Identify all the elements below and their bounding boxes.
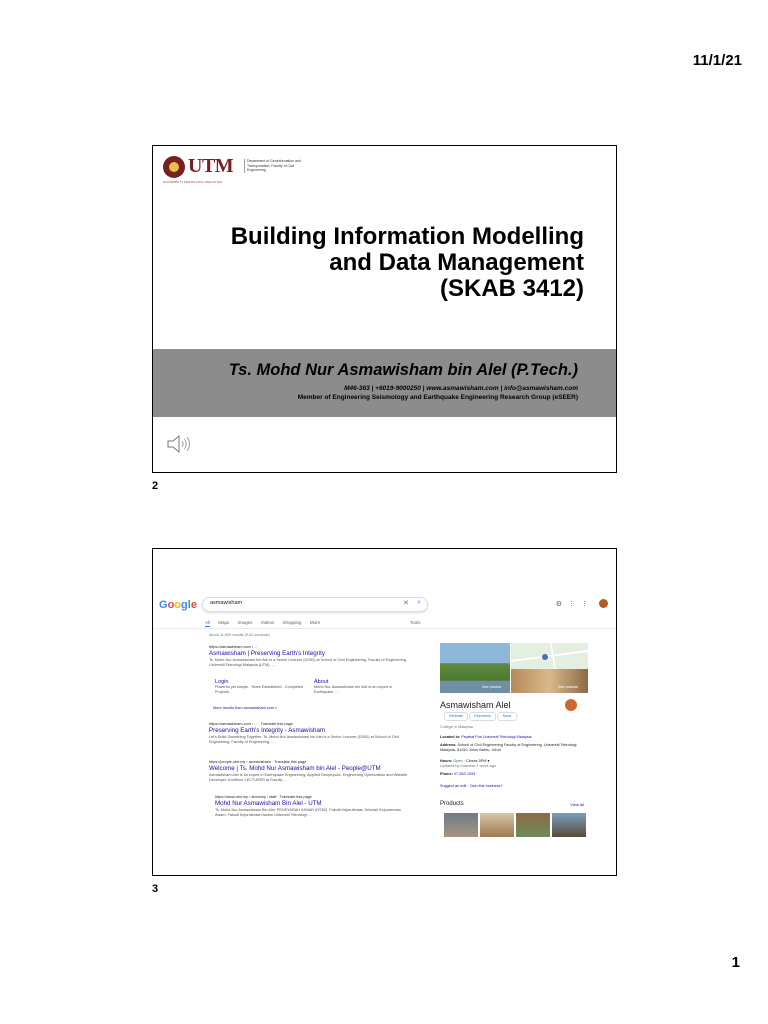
map-pin-icon bbox=[511, 643, 588, 669]
account-avatar[interactable] bbox=[599, 599, 608, 608]
panel-type: College in Malaysia bbox=[440, 725, 473, 729]
slide-google-search bbox=[152, 548, 617, 876]
search-box[interactable] bbox=[202, 597, 428, 612]
result-title[interactable]: Welcome | Ts. Mohd Nur Asmawisham bin Alel - People@UTM bbox=[209, 765, 381, 772]
see-outside[interactable]: See outside bbox=[558, 685, 579, 689]
title-line-2: and Data Management bbox=[329, 249, 584, 276]
tools-button[interactable]: Tools bbox=[410, 620, 421, 625]
phone: Phone: 07-553 1533 bbox=[440, 772, 476, 776]
title-line-3: (SKAB 3412) bbox=[439, 275, 584, 302]
department-text: Department of Geoinformation and Transportation, Faculty of Civil Engineering bbox=[244, 159, 307, 173]
sitelink-snippet: Mohd Nur Asmawisham bin Alel is an expert in Earthquake ... bbox=[314, 685, 393, 694]
panel-title: Asmawisham Alel bbox=[440, 700, 511, 710]
see-photos[interactable]: See photos bbox=[482, 685, 502, 689]
building-photo[interactable] bbox=[511, 669, 588, 693]
author-group: Member of Engineering Seismology and Earthquake Engineering Research Group (eSEER) bbox=[297, 394, 578, 401]
utm-logo bbox=[163, 155, 301, 186]
header-icons bbox=[556, 600, 594, 608]
search-result bbox=[209, 760, 409, 783]
updated-note: Updated by business 1 week ago bbox=[440, 764, 496, 768]
sitelink-title[interactable]: About bbox=[314, 679, 329, 685]
view-all-link[interactable]: View all bbox=[570, 802, 584, 807]
tab-images[interactable]: Images bbox=[237, 620, 253, 625]
product-image[interactable] bbox=[444, 813, 478, 837]
sitelink-title[interactable]: Login bbox=[215, 679, 229, 685]
author-name: Ts. Mohd Nur Asmawisham bin Alel (P.Tech.) bbox=[228, 361, 578, 379]
slide-number: 3 bbox=[152, 883, 159, 895]
slide-title-text bbox=[184, 224, 584, 302]
result-url[interactable]: https://asmawisham.com › ... bbox=[209, 645, 258, 649]
save-button[interactable]: Save bbox=[497, 712, 517, 721]
tab-maps[interactable]: Maps bbox=[218, 620, 230, 625]
products-heading: Products bbox=[440, 801, 464, 807]
tab-videos[interactable]: Videos bbox=[260, 620, 275, 625]
slide-number: 2 bbox=[152, 480, 159, 492]
speaker-icon[interactable] bbox=[166, 433, 192, 455]
author-contact: M46-363 | +6019-9000250 | www.asmawisham.com | info@asmawisham.com bbox=[344, 385, 578, 392]
located-in: Located in: Pejabat Pos Universiti Teknologi Malaysia bbox=[440, 735, 532, 739]
utm-wordmark: UTM bbox=[188, 155, 234, 177]
title-line-1: Building Information Modelling bbox=[230, 223, 584, 250]
panel-logo bbox=[565, 699, 577, 711]
product-image[interactable] bbox=[516, 813, 550, 837]
utm-crest-icon bbox=[163, 156, 185, 178]
google-screenshot bbox=[153, 591, 616, 839]
address: Address: School of Civil Engineering Faculty of Engineering, Universiti Teknologi Malaysia, 81310 Johor Bahru, Johor bbox=[440, 743, 577, 752]
sitelink bbox=[215, 679, 305, 695]
search-result bbox=[209, 645, 409, 668]
search-tabs bbox=[205, 620, 425, 625]
google-logo: Google bbox=[159, 599, 197, 611]
result-count: About 11,600 results (0.52 seconds) bbox=[209, 633, 270, 637]
result-url[interactable]: https://asmawisham.com › ... · Translate this page bbox=[209, 722, 293, 726]
utm-subtitle: UNIVERSITI TEKNOLOGI MALAYSIA bbox=[163, 180, 223, 184]
sitelink bbox=[314, 679, 404, 695]
settings-icon[interactable]: ⚙ bbox=[555, 601, 568, 608]
location-map[interactable] bbox=[511, 643, 588, 669]
result-title[interactable]: Mohd Nur Asmawisham Bin Alel - UTM bbox=[215, 800, 322, 807]
website-button[interactable]: Website bbox=[444, 712, 468, 721]
clear-icon[interactable]: ✕ bbox=[403, 600, 409, 607]
result-snippet: Let's Build Something Together. Ts. Mohd Nur Asmawisham bin Alel is a Senior Lecturer (DS52) at School of Civil Engineering, Faculty of Engineering, ... bbox=[209, 735, 399, 744]
page-number: 1 bbox=[731, 954, 740, 971]
more-results-link[interactable]: More results from asmawisham.com » bbox=[213, 706, 278, 710]
result-snippet: Ts. Mohd Nur Asmawisham bin Alel is a Senior Lecturer (DS52) at School of Civil Engineering, Faculty of Engineering, Universiti Teknologi Malaysia (UTM). ... bbox=[209, 658, 407, 667]
tab-all[interactable]: All bbox=[205, 620, 211, 625]
search-query[interactable]: asmawisham bbox=[210, 600, 243, 606]
product-image[interactable] bbox=[480, 813, 514, 837]
knowledge-panel bbox=[440, 643, 588, 837]
search-result bbox=[215, 795, 405, 818]
sitelink-snippet: Powerful yet simple - Years Established - Completed Projects. bbox=[215, 685, 304, 694]
result-url[interactable]: https://people.utm.my › asmawisham · Translate this page bbox=[209, 760, 307, 764]
tab-shopping[interactable]: Shopping bbox=[282, 620, 302, 625]
apps-icon[interactable]: ⋮⋮ bbox=[568, 601, 594, 608]
result-url[interactable]: https://www.utm.my › directory › staff · Translate this page bbox=[215, 795, 312, 799]
result-title[interactable]: Asmawisham | Preserving Earth's Integrity bbox=[209, 650, 325, 657]
slide-title bbox=[152, 145, 617, 473]
hours: Hours: Open · Closes 5PM ▾ bbox=[440, 759, 490, 763]
result-title[interactable]: Preserving Earth's Integrity - Asmawisham bbox=[209, 727, 326, 734]
search-icon[interactable]: ⌕ bbox=[417, 599, 421, 606]
handout-date: 11/1/21 bbox=[692, 52, 742, 69]
divider bbox=[153, 628, 616, 629]
result-snippet: Asmawisham Alel is an expert in Earthquake Engineering, Applied Geophysics, Engineering Optimization and Website Developer. A fulltime LECTURER at Faculty ... bbox=[209, 773, 408, 782]
search-result bbox=[209, 722, 409, 745]
panel-photos[interactable] bbox=[440, 643, 588, 693]
suggest-edit-link[interactable]: Suggest an edit · Own this business? bbox=[440, 784, 503, 788]
result-snippet: Ts. Mohd Nur Asmawisham Bin Alel. PENSYARAH KANAN (DS52). Fakulti Kejuruteraan Sekolah Kejuruteraan Awam. Fakulti Kejuruteraan Awam Universiti Teknologi ... bbox=[215, 808, 401, 817]
author-band bbox=[153, 349, 616, 417]
directions-button[interactable]: Directions bbox=[469, 712, 496, 721]
tab-more[interactable]: More bbox=[309, 620, 321, 625]
product-image[interactable] bbox=[552, 813, 586, 837]
